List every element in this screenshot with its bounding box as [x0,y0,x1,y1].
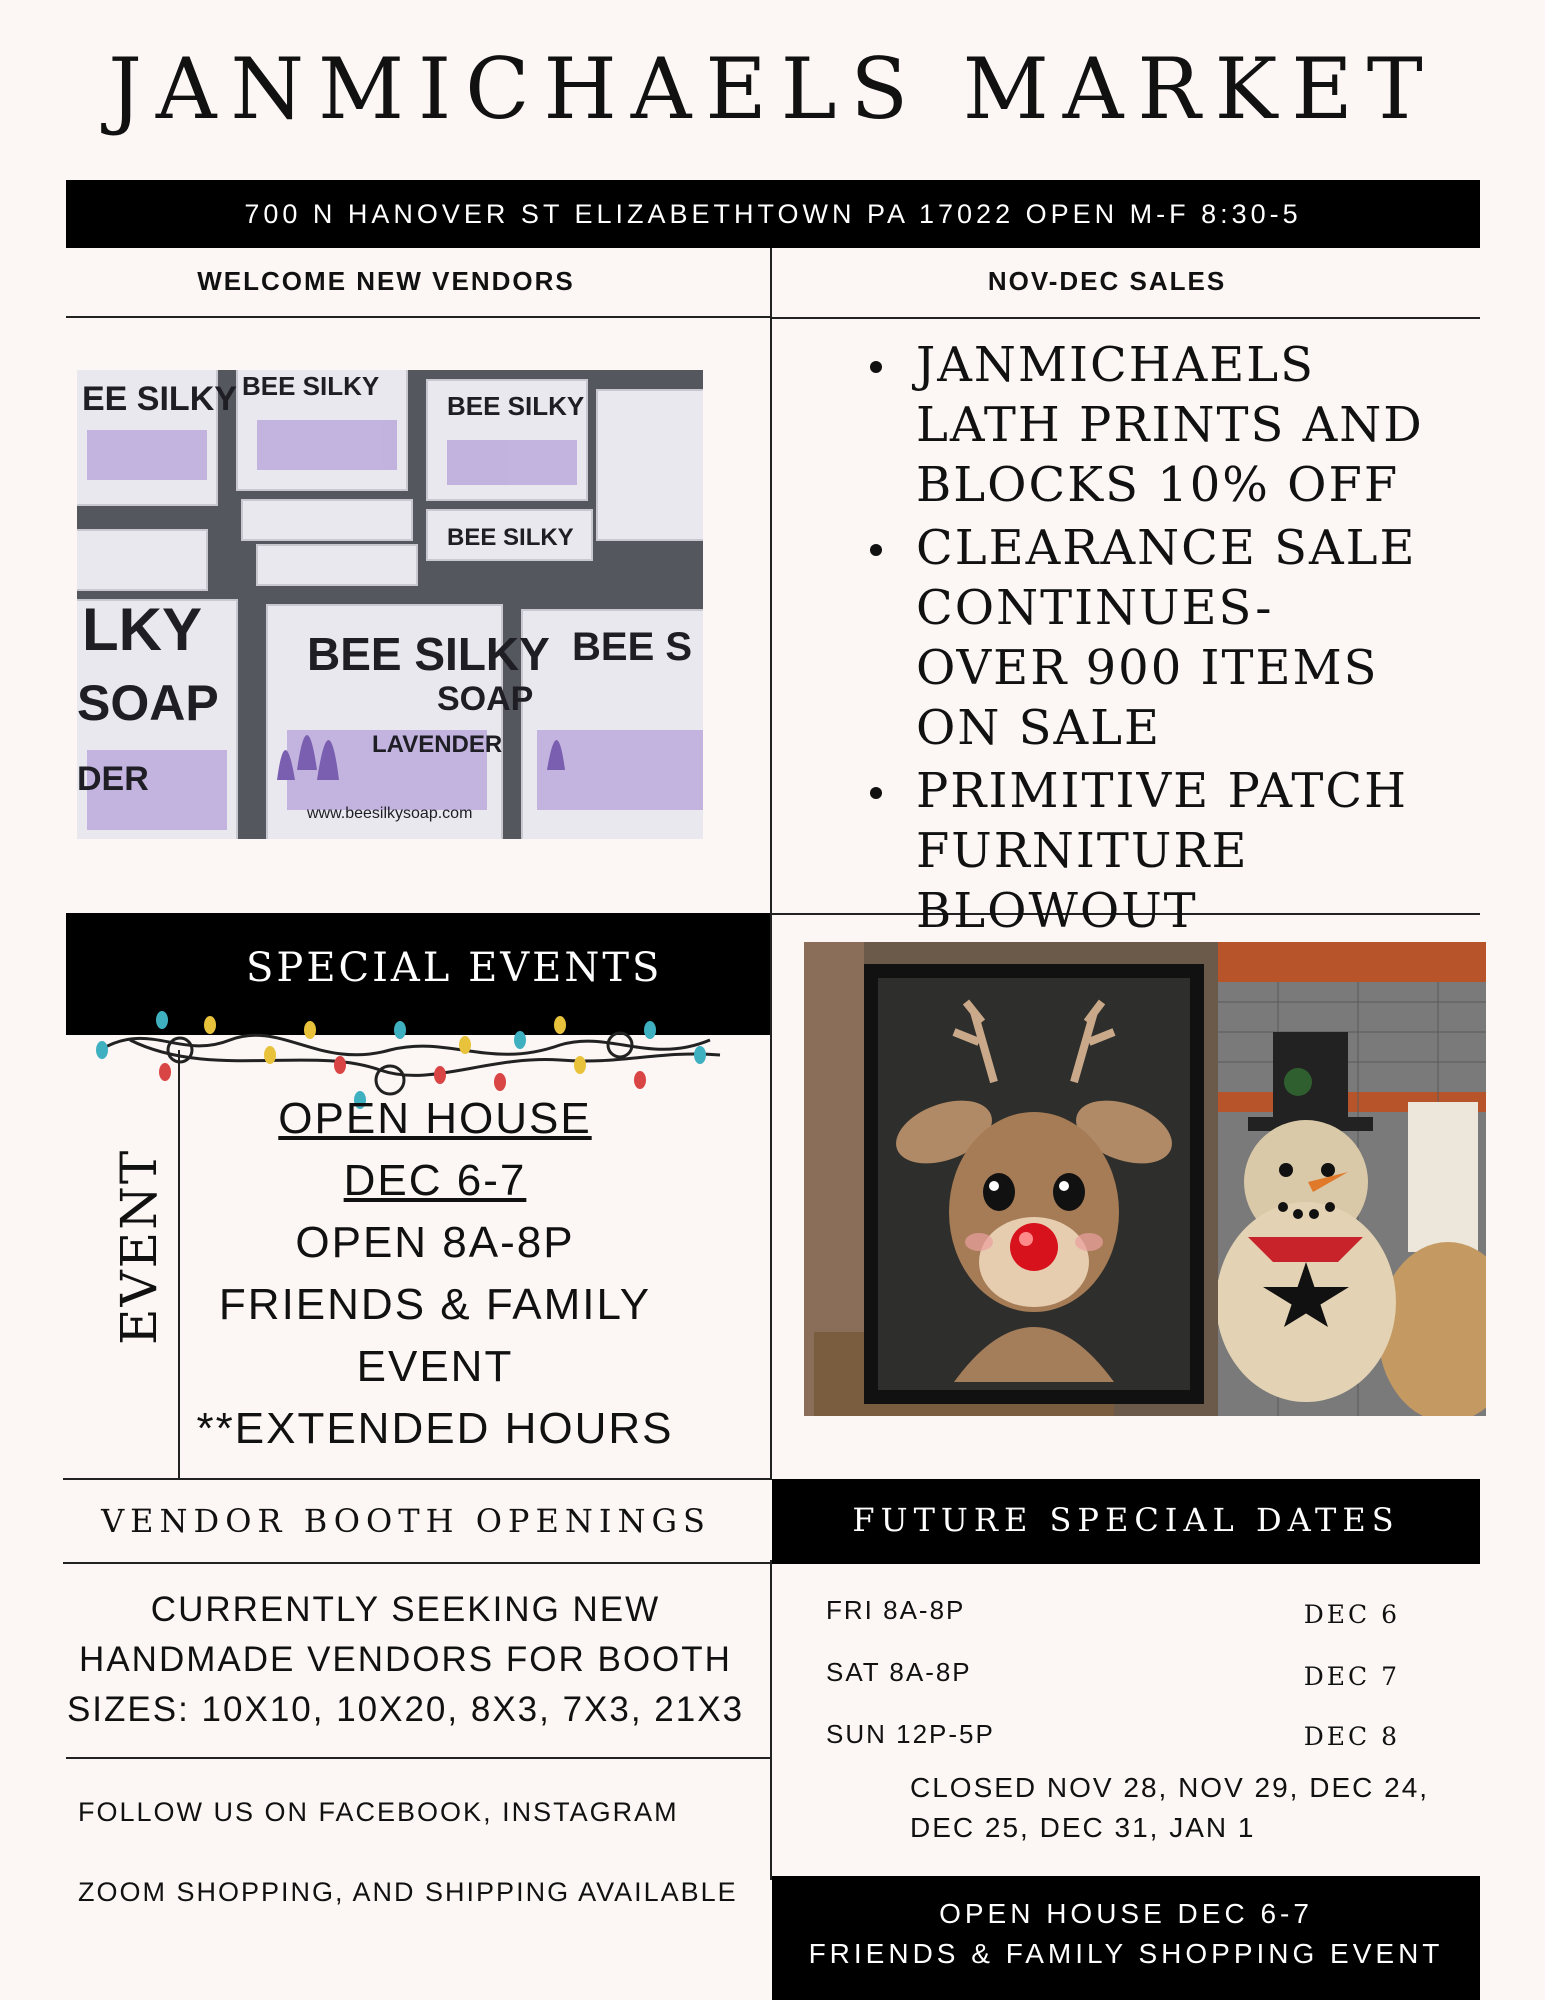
booth-text-underline [66,1757,770,1759]
event-line-dates: DEC 6-7 [343,1156,527,1205]
soap-brand-text: BEE SILKY [307,628,550,680]
svg-text:SOAP: SOAP [77,675,219,731]
schedule-sun-label: SUN 12P-5P [826,1719,995,1749]
event-side-divider [178,1050,180,1478]
closed-line: CLOSED NOV 28, NOV 29, DEC 24, [910,1772,1430,1803]
follow-us-text: FOLLOW US ON FACEBOOK, INSTAGRAM [78,1797,679,1827]
event-details [185,1088,685,1460]
schedule-sat-label: SAT 8A-8P [826,1657,972,1687]
event-line-event: EVENT [356,1342,514,1391]
svg-text:BEE SILKY: BEE SILKY [447,391,585,421]
sales-item: JANMICHAELS LATH PRINTS AND BLOCKS 10% OFF [870,335,1430,515]
event-line-extended: **EXTENDED HOURS [196,1404,674,1453]
footer-line: FRIENDS & FAMILY SHOPPING EVENT [808,1938,1444,1969]
event-line-hours: OPEN 8A-8P [295,1218,575,1267]
event-line-open-house: OPEN HOUSE [278,1094,592,1143]
sales-heading: NOV-DEC SALES [987,266,1227,296]
snowman-photo [1218,942,1486,1416]
sales-list [870,335,1430,944]
event-side-label: EVENT [110,1148,168,1345]
future-dates-header [772,1479,1480,1564]
soap-photo-graphic [77,370,703,839]
closed-dates [910,1768,1429,1848]
zoom-shopping-text: ZOOM SHOPPING, AND SHIPPING AVAILABLE [78,1877,738,1907]
closed-line: DEC 25, DEC 31, JAN 1 [910,1812,1256,1843]
booth-line: SIZES: 10X10, 10X20, 8X3, 7X3, 21X3 [66,1690,745,1729]
svg-text:BEE S: BEE S [572,625,693,669]
booth-description [63,1585,748,1735]
soap-product-text: SOAP [437,680,534,718]
center-divider-mid [770,913,772,1480]
booth-header-underline [63,1562,770,1564]
center-divider-bottom [770,1560,772,1880]
schedule-fri-label: FRI 8A-8P [826,1595,966,1625]
schedule-sat-date: DEC 7 [1303,1662,1400,1691]
footer-line: OPEN HOUSE DEC 6-7 [939,1898,1313,1929]
sales-item: CLEARANCE SALE CONTINUES- OVER 900 ITEMS ON SALE [870,518,1430,758]
center-divider-top [770,248,772,913]
welcome-heading: WELCOME NEW VENDORS [197,266,575,296]
header-underline-left [66,316,770,318]
soap-photo [77,370,703,839]
event-line-friends: FRIENDS & FAMILY [218,1280,652,1329]
booth-line: CURRENTLY SEEKING NEW [150,1590,661,1629]
soap-scent-text: LAVENDER [372,731,503,758]
soap-url-text: www.beesilkysoap.com [307,805,473,822]
reindeer-graphic [804,942,1218,1416]
header-underline-right [772,317,1480,319]
open-house-footer [772,1876,1480,2000]
booth-heading: VENDOR BOOTH OPENINGS [101,1502,711,1540]
future-dates-heading: FUTURE SPECIAL DATES [852,1501,1400,1539]
schedule-fri-date: DEC 6 [1303,1600,1400,1629]
reindeer-photo [804,942,1218,1416]
svg-text:DER: DER [77,760,149,798]
events-bottom-line [63,1478,770,1480]
booth-line: HANDMADE VENDORS FOR BOOTH [79,1640,732,1679]
page-title: JANMICHAELS MARKET [108,40,1437,138]
svg-text:LKY: LKY [82,596,202,663]
address-bar: 700 N HANOVER ST ELIZABETHTOWN PA 17022 OPEN M-F 8:30-5 [66,180,1480,248]
schedule-sun-date: DEC 8 [1303,1722,1400,1751]
snowman-graphic [1218,942,1486,1416]
svg-text:BEE SILKY: BEE SILKY [242,371,380,401]
special-events-heading: SPECIAL EVENTS [246,945,663,991]
sales-item: PRIMITIVE PATCH FURNITURE BLOWOUT [870,761,1430,941]
svg-text:EE SILKY: EE SILKY [82,380,237,418]
svg-text:BEE SILKY: BEE SILKY [447,524,574,551]
